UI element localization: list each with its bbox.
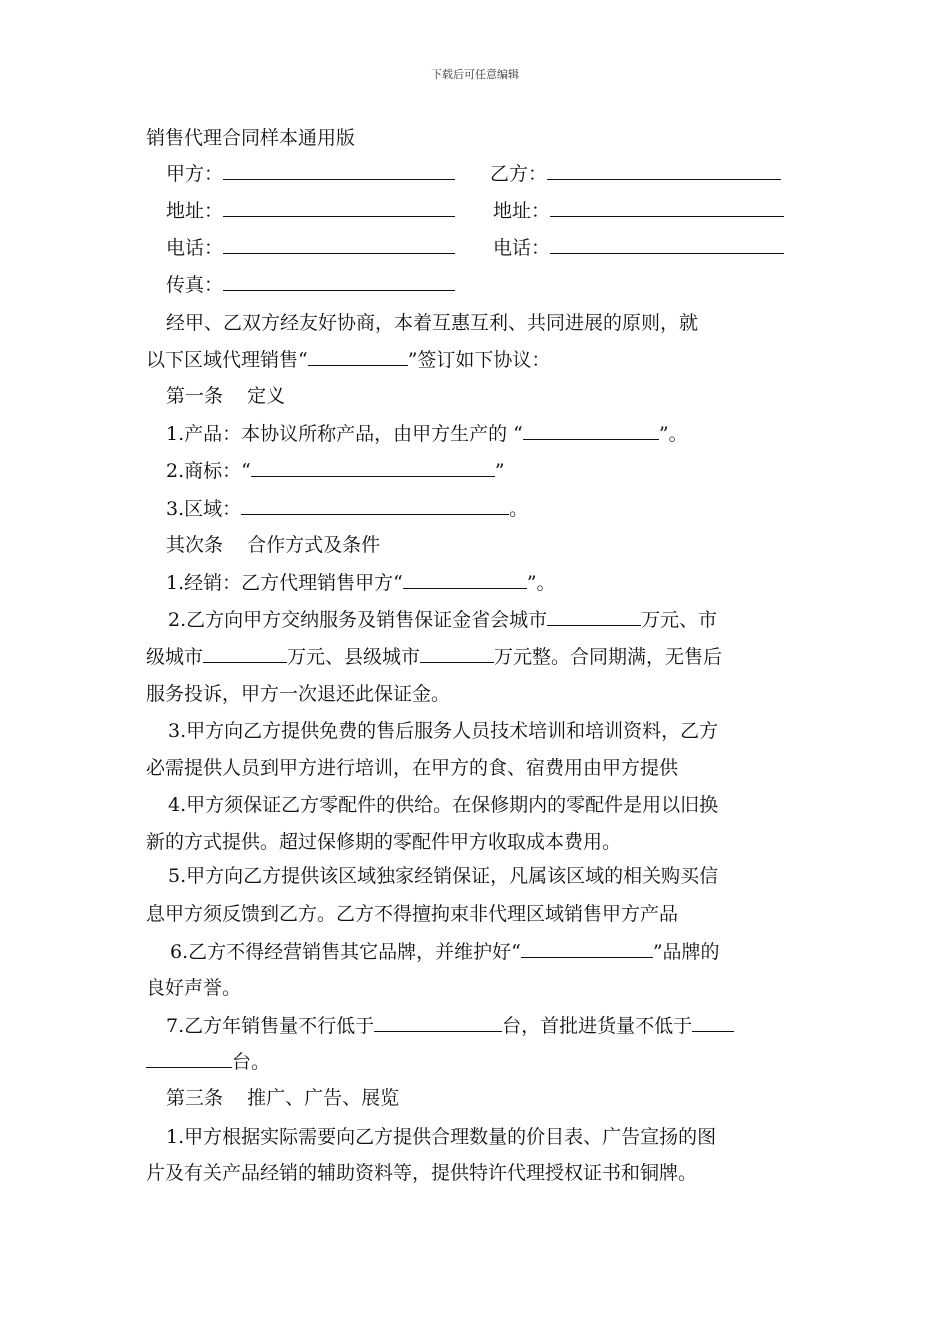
intro-line-1: 经甲、乙双方经友好协商，本着互惠互利、共同进展的原则，就 xyxy=(166,312,699,334)
article-2-item-4-line-1: 4.甲方须保证乙方零配件的供给。在保修期内的零配件是用以旧换 xyxy=(168,794,719,816)
address-b-row xyxy=(493,197,784,224)
party-b-row xyxy=(490,160,781,187)
article-1-item-3-pre: 3.区域： xyxy=(166,498,242,520)
article-1-item-3 xyxy=(166,495,528,522)
article-2-item-2-l2-b: 万元、县级城市 xyxy=(287,646,421,668)
party-b-label: 乙方： xyxy=(490,163,548,185)
article-2-item-7-l1-mid: 台，首批进货量不低于 xyxy=(502,1015,693,1037)
party-b-blank xyxy=(547,160,781,180)
article-2-item-1-pre: 1.经销：乙方代理销售甲方“ xyxy=(166,572,403,594)
phone-a-label: 电话： xyxy=(166,237,224,259)
intro-line-2 xyxy=(146,346,550,373)
brand-blank xyxy=(521,938,653,958)
article-3-item-1-line-1: 1.甲方根据实际需要向乙方提供合理数量的价目表、广告宣扬的图 xyxy=(166,1126,717,1148)
fax-row xyxy=(166,271,455,298)
page-header-note: 下载后可任意编辑 xyxy=(431,68,519,81)
provincial-deposit-blank xyxy=(547,606,641,626)
article-2-item-6-l1-post: ”品牌的 xyxy=(652,941,720,963)
article-2-item-2-line-2 xyxy=(146,643,722,670)
intro-line-2-post: ”签订如下协议： xyxy=(407,349,551,371)
article-2-item-3-line-1: 3.甲方向乙方提供免费的售后服务人员技术培训和培训资料，乙方 xyxy=(168,720,719,742)
article-2-item-1-post: ”。 xyxy=(526,572,556,594)
article-1-heading: 第一条 定义 xyxy=(166,385,286,407)
phone-a-row xyxy=(166,234,455,261)
party-a-blank xyxy=(223,160,455,180)
first-order-blank-b xyxy=(146,1048,232,1068)
article-2-item-6-line-2: 良好声誉。 xyxy=(146,977,242,999)
phone-a-blank xyxy=(223,234,455,254)
article-2-item-2-l2-c: 万元整。合同期满，无售后 xyxy=(494,646,723,668)
article-2-item-7-l2-post: 台。 xyxy=(232,1051,271,1073)
article-1-item-2 xyxy=(166,457,505,484)
address-a-blank xyxy=(223,197,455,217)
region-blank xyxy=(241,495,509,515)
article-3-item-1-line-2: 片及有关产品经销的辅助资料等，提供特许代理授权证书和铜牌。 xyxy=(146,1162,698,1184)
address-a-row xyxy=(166,197,455,224)
article-1-item-1 xyxy=(166,420,688,447)
distribution-blank xyxy=(403,569,527,589)
article-2-item-1 xyxy=(166,569,556,596)
address-a-label: 地址： xyxy=(166,200,224,222)
phone-b-blank xyxy=(550,234,784,254)
article-1-item-3-post: 。 xyxy=(509,498,529,520)
article-2-heading: 其次条 合作方式及条件 xyxy=(166,534,381,556)
fax-label: 传真： xyxy=(166,274,224,296)
trademark-blank xyxy=(251,457,495,477)
article-1-item-2-pre: 2.商标：“ xyxy=(166,460,251,482)
county-deposit-blank xyxy=(420,643,494,663)
article-2-item-4-line-2: 新的方式提供。超过保修期的零配件甲方收取成本费用。 xyxy=(146,831,622,853)
article-2-item-7-l1-pre: 7.乙方年销售量不行低于 xyxy=(166,1015,375,1037)
party-a-label: 甲方： xyxy=(166,163,224,185)
article-1-item-1-post: ”。 xyxy=(658,423,688,445)
article-1-item-1-pre: 1.产品：本协议所称产品，由甲方生产的 “ xyxy=(166,423,523,445)
first-order-blank-a xyxy=(692,1012,734,1032)
phone-b-row xyxy=(493,234,784,261)
article-2-item-6-l1-pre: 6.乙方不得经营销售其它品牌，并维护好“ xyxy=(170,941,521,963)
intro-line-2-pre: 以下区域代理销售“ xyxy=(146,349,308,371)
article-2-item-3-line-2: 必需提供人员到甲方进行培训，在甲方的食、宿费用由甲方提供 xyxy=(146,757,679,779)
region-product-blank xyxy=(308,346,408,366)
city-deposit-blank xyxy=(203,643,287,663)
address-b-blank xyxy=(550,197,784,217)
article-2-item-5-line-2: 息甲方须反馈到乙方。乙方不得擅拘束非代理区域销售甲方产品 xyxy=(146,903,679,925)
phone-b-label: 电话： xyxy=(493,237,551,259)
article-2-item-7-line-2 xyxy=(146,1048,270,1075)
article-2-item-2-l1-pre: 2.乙方向甲方交纳服务及销售保证金省会城市 xyxy=(168,609,548,631)
product-blank xyxy=(523,420,659,440)
article-2-item-5-line-1: 5.甲方向乙方提供该区域独家经销保证，凡属该区域的相关购买信 xyxy=(168,865,719,887)
document-title: 销售代理合同样本通用版 xyxy=(146,127,356,149)
article-1-item-2-post: ” xyxy=(494,460,505,482)
article-3-heading: 第三条 推广、广告、展览 xyxy=(166,1087,400,1109)
article-2-item-6-line-1 xyxy=(170,938,720,965)
address-b-label: 地址： xyxy=(493,200,551,222)
article-2-item-2-line-3: 服务投诉，甲方一次退还此保证金。 xyxy=(146,683,451,705)
article-2-item-2-l2-a: 级城市 xyxy=(146,646,204,668)
party-a-row xyxy=(166,160,455,187)
article-2-item-7-line-1 xyxy=(166,1012,734,1039)
annual-sales-blank xyxy=(374,1012,502,1032)
article-2-item-2-l1-post: 万元、市 xyxy=(641,609,718,631)
fax-blank xyxy=(223,271,455,291)
article-2-item-2-line-1 xyxy=(168,606,717,633)
